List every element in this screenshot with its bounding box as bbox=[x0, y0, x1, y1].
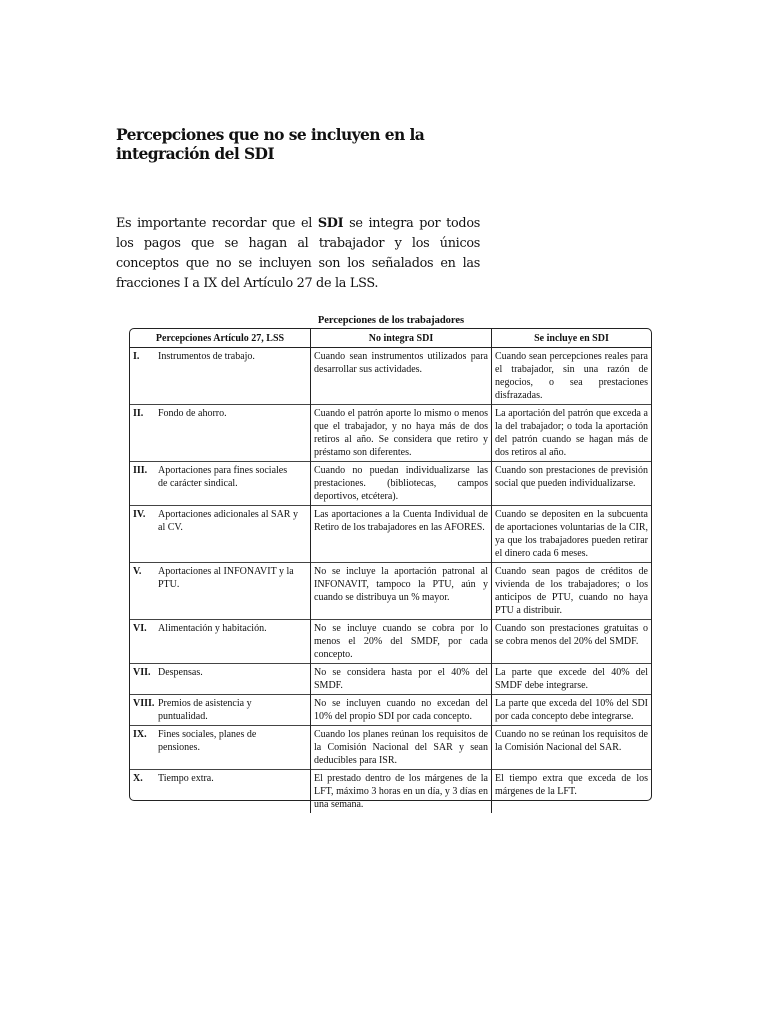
concept-label: Fines sociales, planes de pensiones. bbox=[158, 729, 257, 753]
perceptions-table bbox=[130, 329, 651, 813]
concept-cell bbox=[130, 695, 311, 726]
fraction-number: II. bbox=[133, 408, 144, 419]
fraction-number: X. bbox=[133, 773, 143, 784]
table-row bbox=[130, 695, 651, 726]
se-incluye-cell: Cuando no se reúnan los requisitos de la Comisión Nacional del SAR. bbox=[492, 726, 652, 770]
fraction-number: VI. bbox=[133, 623, 147, 634]
intro-text-before: Es importante recordar que el bbox=[116, 216, 318, 231]
concept-cell bbox=[130, 405, 311, 462]
table-row bbox=[130, 506, 651, 563]
se-incluye-cell: Cuando sean percepciones reales para el trabajador, sin una razón de negocios, o sea prestaciones disfrazadas. bbox=[495, 351, 648, 401]
fraction-number: VII. bbox=[133, 667, 151, 678]
concept-label: Instrumentos de trabajo. bbox=[158, 351, 255, 362]
fraction-number: III. bbox=[133, 465, 148, 476]
no-integra-cell: Las aportaciones a la Cuenta Individual de Retiro de los trabajadores en las AFORES. bbox=[311, 506, 492, 563]
concept-cell bbox=[130, 563, 311, 620]
concept-cell bbox=[130, 620, 311, 664]
table-row bbox=[130, 726, 651, 770]
no-integra-cell: El prestado dentro de los márgenes de la LFT, máximo 3 horas en un día, y 3 días en una semana. bbox=[311, 770, 492, 814]
concept-label: Aportaciones adicionales al SAR y al CV. bbox=[158, 509, 298, 533]
concept-label: Alimentación y habitación. bbox=[158, 623, 267, 634]
header-no-integra: No integra SDI bbox=[311, 329, 492, 348]
header-concept: Percepciones Artículo 27, LSS bbox=[130, 329, 311, 348]
concept-cell bbox=[130, 664, 311, 695]
concept-label: Aportaciones al INFONAVIT y la PTU. bbox=[158, 566, 294, 590]
no-integra-cell: Cuando el patrón aporte lo mismo o menos que el trabajador, y no haya más de dos retiros al año. Se considera que retiro y préstamo son diferentes. bbox=[311, 405, 492, 462]
section-heading: Percepciones que no se incluyen en la integración del SDI bbox=[116, 125, 425, 163]
se-incluye-cell: La aportación del patrón que exceda a la del trabajador; o toda la aportación del patrón cuando se hagan más de dos retiros al año. bbox=[492, 405, 652, 462]
se-incluye-cell: Cuando son prestaciones de previsión social que pueden individualizarse. bbox=[492, 462, 652, 506]
no-integra-cell: No se incluyen cuando no excedan del 10% del propio SDI por cada concepto. bbox=[311, 695, 492, 726]
intro-paragraph bbox=[116, 214, 480, 294]
concept-label: Aportaciones para fines sociales de carácter sindical. bbox=[158, 465, 288, 489]
se-incluye-cell: El tiempo extra que exceda de los márgenes de la LFT. bbox=[492, 770, 652, 814]
perceptions-table-frame bbox=[129, 328, 652, 810]
se-incluye-cell: Cuando sean pagos de créditos de vivienda de los trabajadores; o los anticipos de PTU, cuando no haya PTU a distribuir. bbox=[492, 563, 652, 620]
concept-label: Premios de asistencia y puntualidad. bbox=[158, 698, 252, 722]
table-row bbox=[130, 462, 651, 506]
header-se-incluye: Se incluye en SDI bbox=[492, 329, 652, 348]
table-row bbox=[130, 348, 651, 405]
no-integra-cell: No se incluye cuando se cobra por lo menos el 20% del SMDF, por cada concepto. bbox=[311, 620, 492, 664]
fraction-number: VIII. bbox=[133, 698, 155, 709]
table-row bbox=[130, 664, 651, 695]
table-caption: Percepciones de los trabajadores bbox=[317, 315, 465, 326]
concept-cell bbox=[130, 348, 311, 405]
table-header-row bbox=[130, 329, 651, 348]
table-body bbox=[130, 348, 651, 814]
intro-text-after: se integra por todos los pagos que se hagan al trabajador y los únicos conceptos que no se incluyen son los señalados en las fracciones I a IX del Artículo 27 de la LSS. bbox=[116, 216, 480, 291]
concept-cell bbox=[130, 726, 311, 770]
concept-label: Tiempo extra. bbox=[158, 773, 214, 784]
fraction-number: IV. bbox=[133, 509, 146, 520]
se-incluye-cell: Cuando son prestaciones gratuitas o se cobra menos del 20% del SMDF. bbox=[492, 620, 652, 664]
concept-cell bbox=[130, 462, 311, 506]
fraction-number: IX. bbox=[133, 729, 147, 740]
no-integra-cell: Cuando no puedan individualizarse las prestaciones. (bibliotecas, campos deportivos, etcétera). bbox=[311, 462, 492, 506]
fraction-number: I. bbox=[133, 351, 140, 362]
se-incluye-cell: La parte que excede del 40% del SMDF debe integrarse. bbox=[492, 664, 652, 695]
no-integra-cell: No se considera hasta por el 40% del SMDF. bbox=[311, 664, 492, 695]
fraction-number: V. bbox=[133, 566, 142, 577]
no-integra-cell: Cuando los planes reúnan los requisitos de la Comisión Nacional del SAR y sean deducibles para ISR. bbox=[311, 726, 492, 770]
no-integra-cell: No se incluye la aportación patronal al INFONAVIT, tampoco la PTU, aún y cuando se distribuya un % mayor. bbox=[311, 563, 492, 620]
table-row bbox=[130, 620, 651, 664]
intro-sdi-bold: SDI bbox=[317, 216, 344, 231]
concept-label: Fondo de ahorro. bbox=[158, 408, 227, 419]
table-row bbox=[130, 563, 651, 620]
se-incluye-cell: Cuando se depositen en la subcuenta de aportaciones voluntarias de la CIR, ya que los trabajadores pueden retirar el dinero cada 6 meses. bbox=[492, 506, 652, 563]
se-incluye-cell: La parte que exceda del 10% del SDI por cada concepto debe integrarse. bbox=[492, 695, 652, 726]
concept-cell bbox=[130, 770, 311, 814]
table-row bbox=[130, 405, 651, 462]
concept-label: Despensas. bbox=[158, 667, 203, 678]
concept-cell bbox=[130, 506, 311, 563]
table-row bbox=[130, 770, 651, 814]
no-integra-cell: Cuando sean instrumentos utilizados para desarrollar sus actividades. bbox=[311, 348, 492, 405]
